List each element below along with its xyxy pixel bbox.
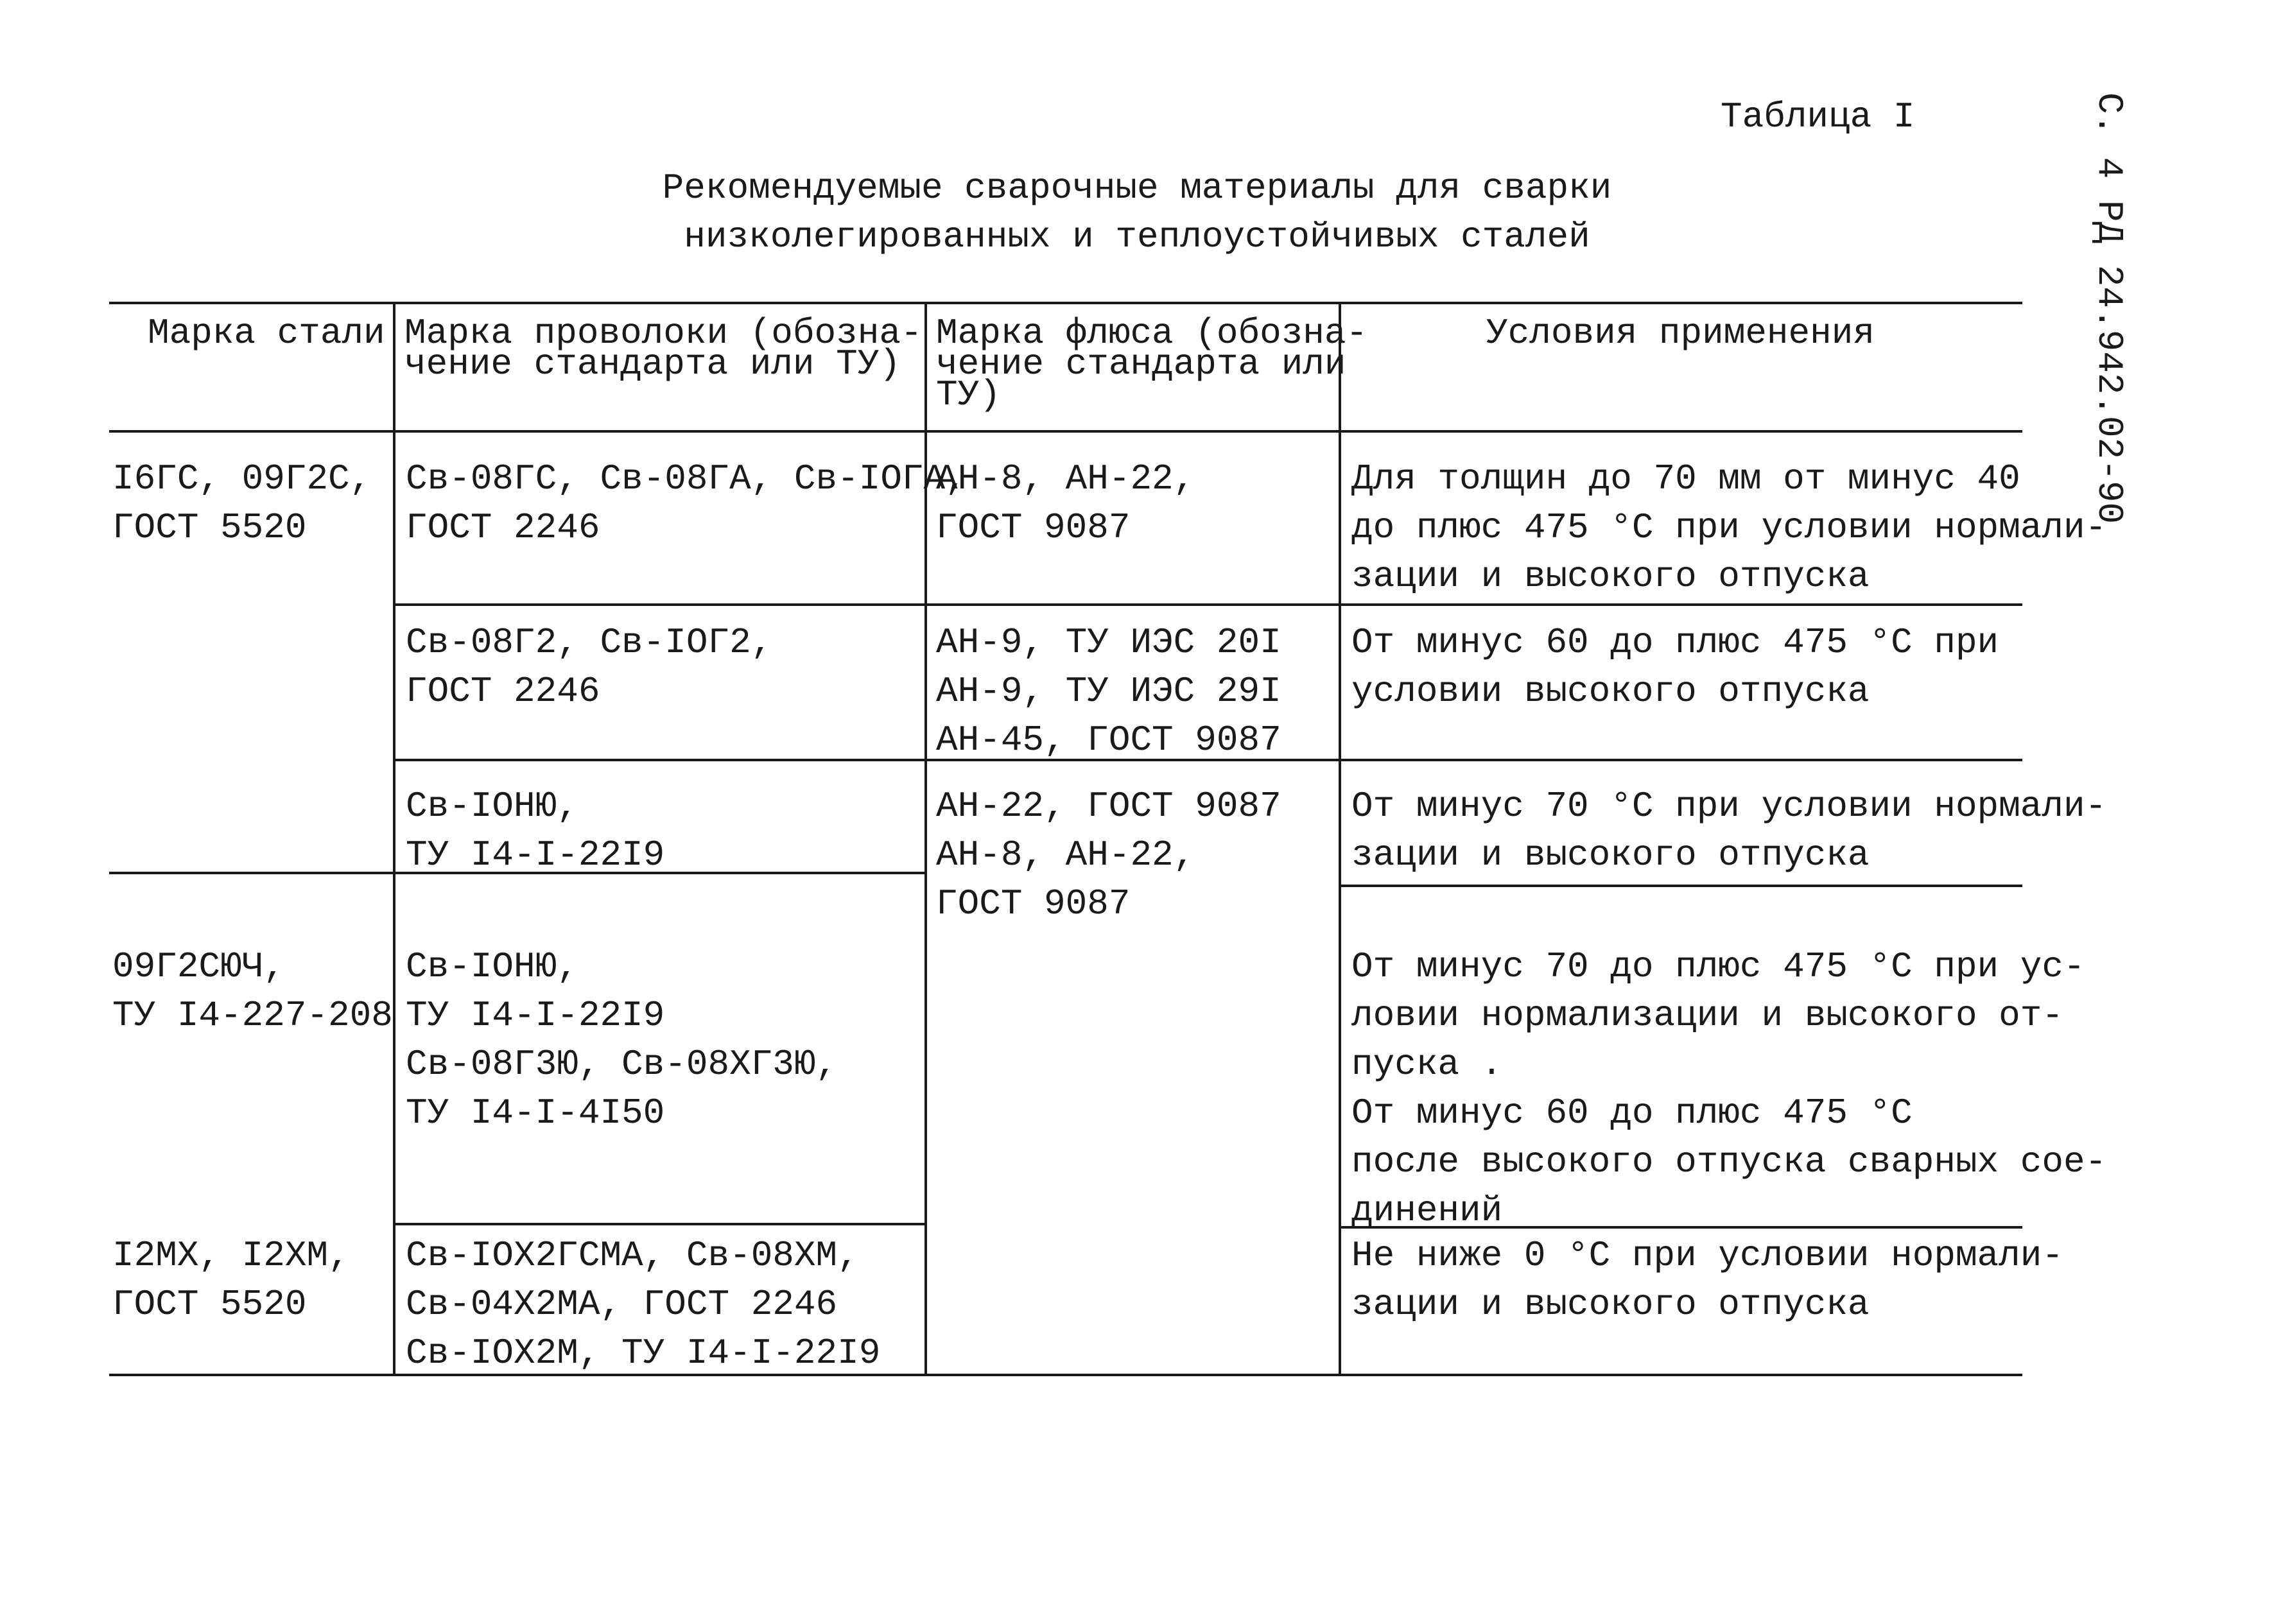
cell-line: Св-IОНЮ, [406, 946, 578, 987]
cell-line: ГОСТ 5520 [112, 507, 307, 548]
cell-line: АН-8, АН-22, [936, 458, 1195, 499]
table-caption [0, 164, 2274, 261]
flux-cell [936, 618, 1281, 764]
wire-cell [406, 942, 837, 1137]
cell-line: Св-08Г2, Св-IОГ2, [406, 622, 773, 663]
caption-line: низколегированных и теплоустойчивых сталей [684, 216, 1590, 257]
steel-cell [112, 454, 371, 552]
header-line: Марка флюса (обозна- [936, 313, 1368, 354]
cell-line: Св-IОНЮ, [406, 786, 578, 827]
conditions-cell [1351, 454, 2106, 601]
cell-line: I2МХ, I2ХМ, [112, 1235, 350, 1276]
cell-line: ТУ I4-I-4I50 [406, 1093, 665, 1134]
header-line: Условия применения [1486, 313, 1875, 354]
cell-line: Не ниже 0 °С при условии нормали- [1351, 1235, 2063, 1276]
cell-line: ГОСТ 2246 [406, 507, 600, 548]
cell-line: I6ГС, 09Г2С, [112, 458, 372, 499]
cell-line: Св-08ГС, Св-08ГА, Св-IОГА, [406, 458, 967, 499]
header-line: Марка проволоки (обозна- [404, 313, 923, 354]
header-line: чение стандарта или [936, 343, 1346, 384]
cell-line: 09Г2СЮЧ, [112, 946, 285, 987]
cell-line: ТУ I4-I-22I9 [406, 834, 665, 876]
cell-line: условии высокого отпуска [1351, 671, 1870, 712]
cell-line: пуска . [1351, 1044, 1503, 1085]
cell-line: От минус 60 до плюс 475 °С [1351, 1093, 1913, 1134]
cell-line: АН-9, ТУ ИЭС 29I [936, 671, 1281, 712]
conditions-cell [1351, 618, 1999, 716]
cell-line: Св-IОХ2М, ТУ I4-I-22I9 [406, 1333, 881, 1374]
conditions-cell [1351, 942, 2106, 1235]
cell-line: ТУ I4-227-208 [112, 995, 393, 1036]
cell-line: до плюс 475 °С при условии нормали- [1351, 507, 2107, 548]
cell-line: От минус 70 °С при условии нормали- [1351, 786, 2107, 827]
cell-line: ГОСТ 2246 [406, 671, 600, 712]
cell-line: Св-IОХ2ГСМА, Св-08ХМ, [406, 1235, 859, 1276]
cell-line: зации и высокого отпуска [1351, 834, 1870, 876]
steel-cell [112, 942, 393, 1040]
cell-line: АН-8, АН-22, [936, 834, 1195, 876]
cell-line: ГОСТ 9087 [936, 507, 1131, 548]
header-bottom-rule [109, 430, 2022, 433]
cell-line: АН-22, ГОСТ 9087 [936, 786, 1281, 827]
row-rule [393, 1223, 926, 1225]
header-line: Марка стали [148, 313, 385, 354]
table-label: Таблица I [1721, 96, 1915, 137]
cell-line: ловии нормализации и высокого от- [1351, 995, 2063, 1036]
row-rule [393, 603, 2022, 606]
header-flux [936, 313, 1368, 415]
table-top-rule [109, 302, 2022, 304]
cell-line: ГОСТ 5520 [112, 1284, 307, 1325]
wire-cell [406, 454, 967, 552]
wire-cell [406, 782, 664, 879]
caption-line: Рекомендуемые сварочные материалы для сварки [662, 168, 1612, 209]
header-wire [404, 313, 923, 384]
table-bottom-rule [109, 1374, 2022, 1376]
cell-line: ГОСТ 9087 [936, 883, 1131, 924]
wire-cell [406, 1231, 880, 1378]
row-rule [1339, 885, 2022, 887]
cell-line: Для толщин до 70 мм от минус 40 [1351, 458, 2020, 499]
steel-cell [112, 1231, 350, 1329]
header-line: ТУ) [936, 374, 1001, 415]
document-code-text: С. 4 РД 24.942.02-90 [2088, 92, 2130, 524]
cell-line: АН-9, ТУ ИЭС 20I [936, 622, 1281, 663]
cell-line: динений [1351, 1190, 1503, 1231]
cell-line: АН-45, ГОСТ 9087 [936, 720, 1281, 761]
cell-line: Св-04Х2МА, ГОСТ 2246 [406, 1284, 838, 1325]
cell-line: Св-08Г3Ю, Св-08ХГ3Ю, [406, 1044, 838, 1085]
cell-line: От минус 70 до плюс 475 °С при ус- [1351, 946, 2085, 987]
cell-line: зации и высокого отпуска [1351, 556, 1870, 597]
col-divider-3 [1339, 302, 1341, 1375]
cell-line: зации и высокого отпуска [1351, 1284, 1870, 1325]
header-line: чение стандарта или ТУ) [404, 343, 901, 384]
conditions-cell [1351, 1231, 2063, 1329]
header-conditions [1339, 313, 2022, 354]
flux-cell [936, 782, 1281, 928]
cell-line: после высокого отпуска сварных сое- [1351, 1141, 2107, 1182]
header-steel [148, 313, 385, 354]
col-divider-1 [393, 302, 395, 1375]
conditions-cell [1351, 782, 2106, 879]
flux-cell [936, 454, 1195, 552]
cell-line: От минус 60 до плюс 475 °С при [1351, 622, 1999, 663]
wire-cell [406, 618, 772, 716]
cell-line: ТУ I4-I-22I9 [406, 995, 665, 1036]
